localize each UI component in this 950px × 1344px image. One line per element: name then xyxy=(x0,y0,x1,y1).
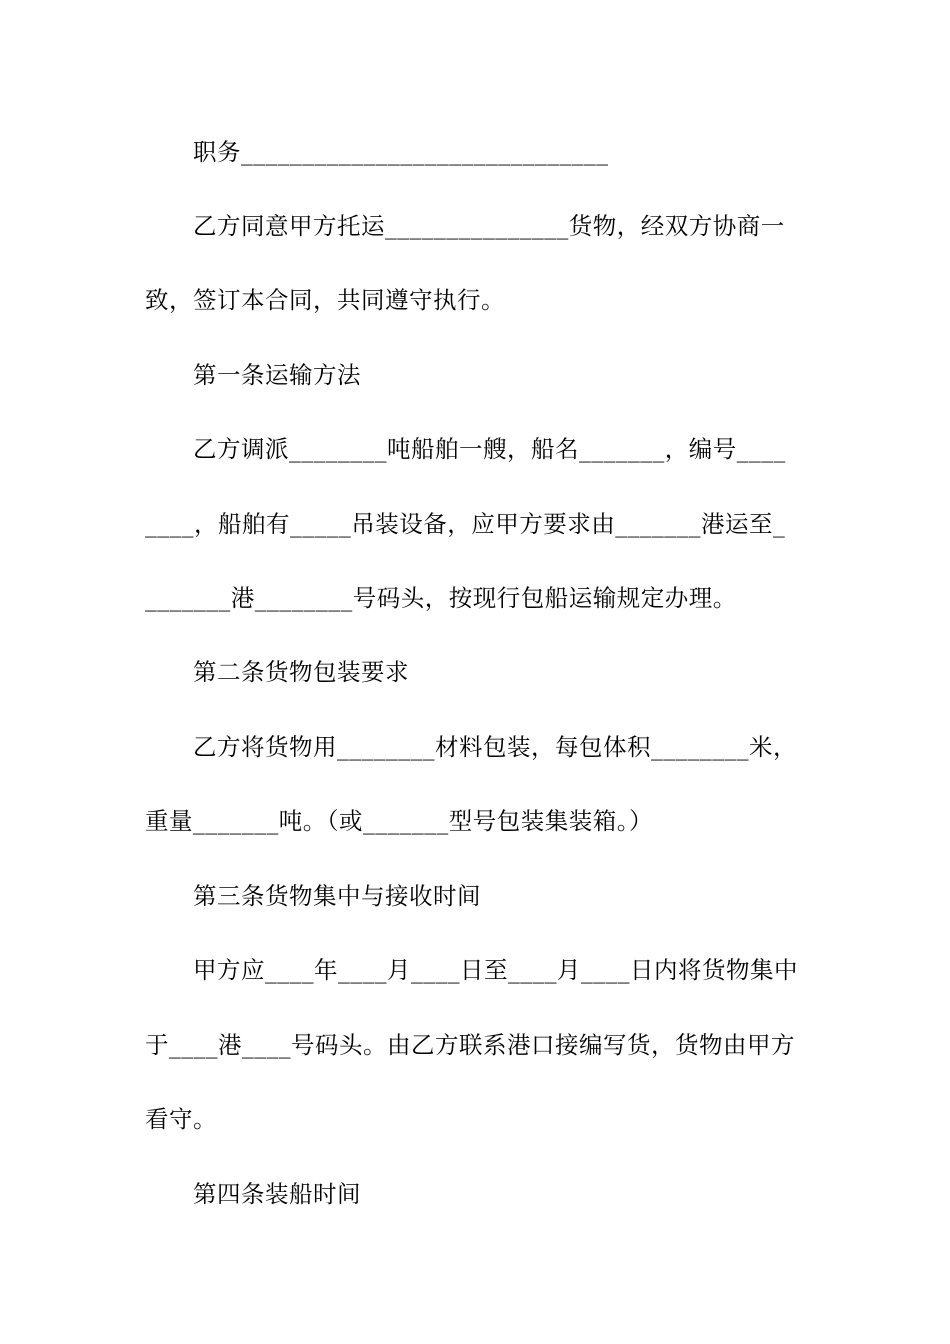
agreement-paragraph-line-2: 致，签订本合同，共同遵守执行。 xyxy=(145,286,505,314)
article-3-heading: 第三条货物集中与接收时间 xyxy=(193,882,481,910)
article-2-heading: 第二条货物包装要求 xyxy=(193,658,409,686)
agreement-paragraph-line-1: 乙方同意甲方托运_______________货物，经双方协商一 xyxy=(193,212,785,240)
article-1-paragraph-line-1: 乙方调派________吨船舶一艘，船名_______，编号____ xyxy=(193,435,786,463)
article-2-paragraph-line-1: 乙方将货物用________材料包装，每包体积________米， xyxy=(193,733,797,761)
article-1-paragraph-line-3: _______港________号码头，按现行包船运输规定办理。 xyxy=(145,584,737,612)
article-1-paragraph-line-2: ____，船舶有_____吊装设备，应甲方要求由_______港运至_ xyxy=(145,510,786,538)
article-1-heading: 第一条运输方法 xyxy=(193,361,361,389)
article-3-paragraph-line-1: 甲方应____年____月____日至____月____日内将货物集中 xyxy=(193,956,798,984)
article-3-paragraph-line-2: 于____港____号码头。由乙方联系港口接编写货，货物由甲方 xyxy=(145,1031,795,1059)
article-2-paragraph-line-2: 重量_______吨。（或_______型号包装集装箱。） xyxy=(145,807,653,835)
article-4-heading: 第四条装船时间 xyxy=(193,1180,361,1208)
position-line: 职务______________________________ xyxy=(193,138,609,166)
article-3-paragraph-line-3: 看守。 xyxy=(145,1105,217,1133)
